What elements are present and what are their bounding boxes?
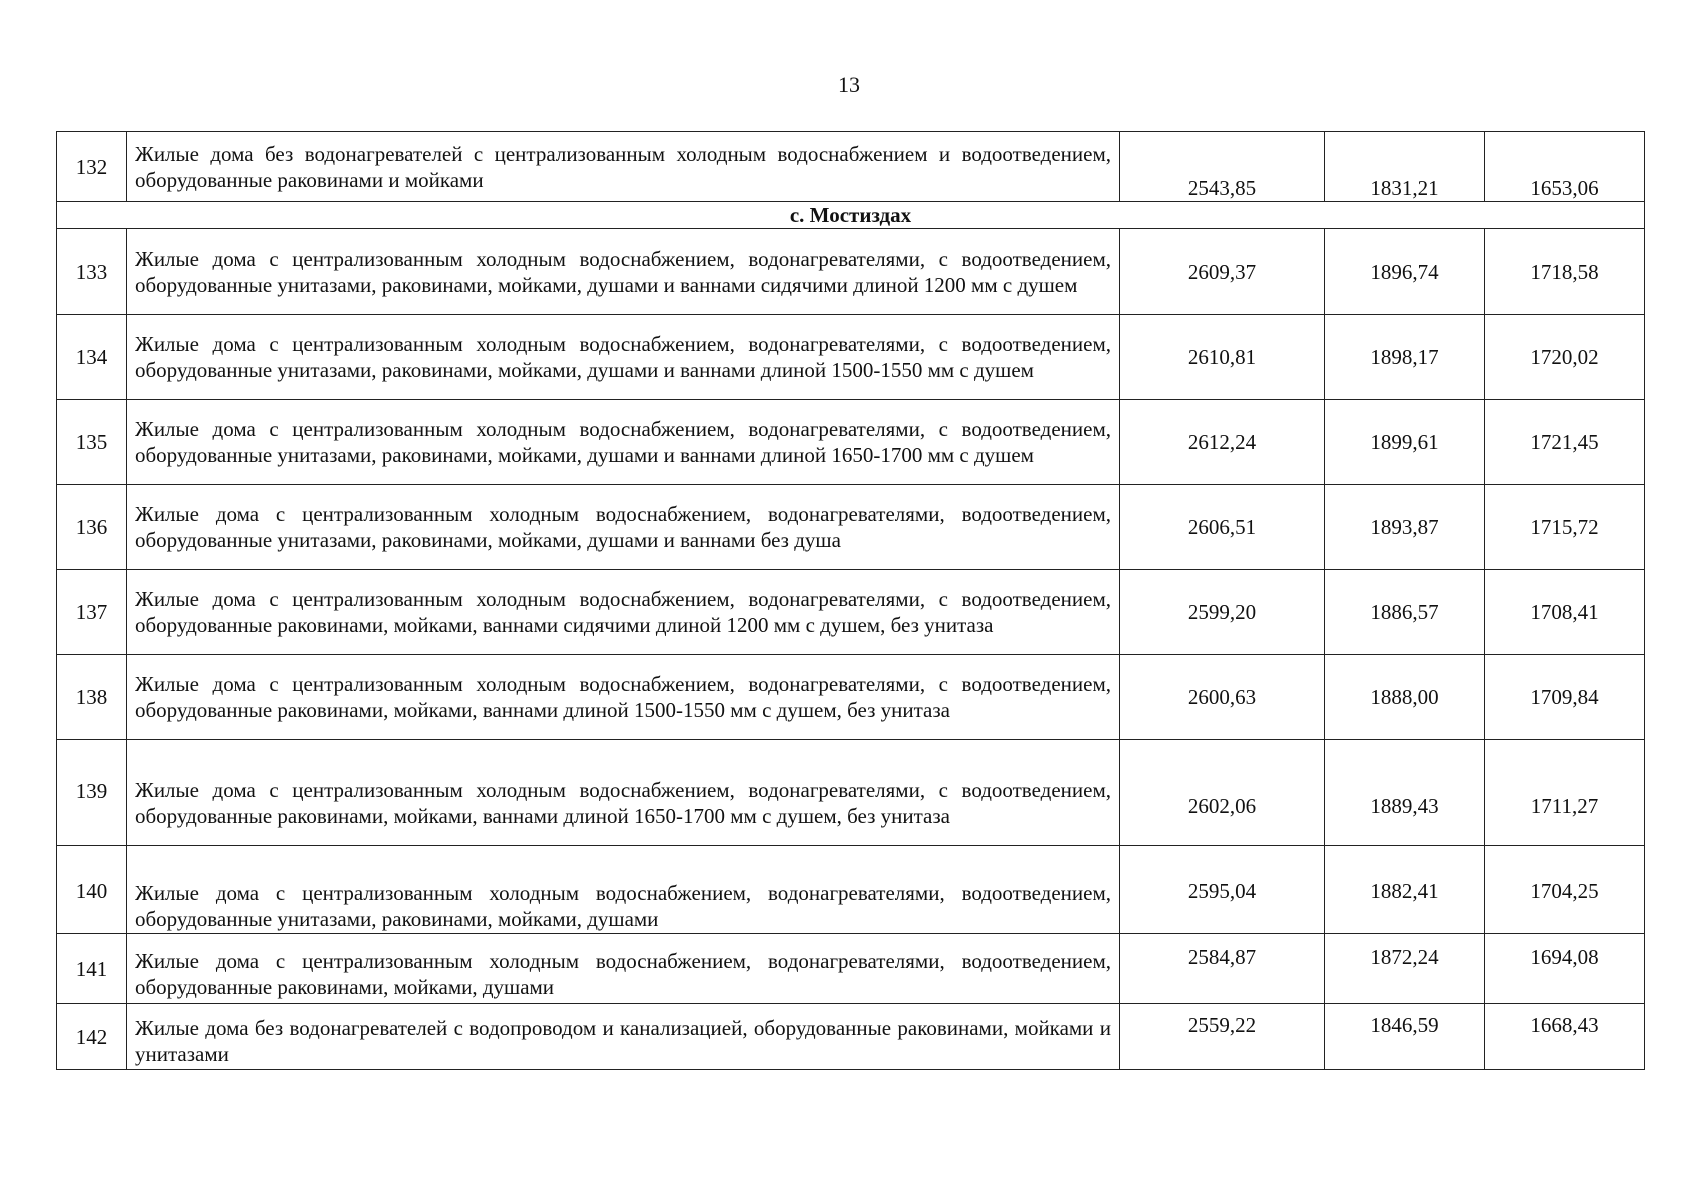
row-description: Жилые дома с централизованным холодным водоснабжением, водонагревателями, водоотведением, оборудованные унитазами, раковинами, мойками, душами и ваннами без душа — [127, 485, 1120, 570]
table-row — [57, 1004, 1645, 1070]
value-col-2: 1898,17 — [1325, 315, 1485, 400]
row-description: Жилые дома без водонагревателей с водопроводом и канализацией, оборудованные раковинами, мойками и унитазами — [127, 1004, 1120, 1070]
value-col-3: 1715,72 — [1485, 485, 1645, 570]
row-number: 142 — [57, 1004, 127, 1070]
value-col-2: 1893,87 — [1325, 485, 1485, 570]
value-col-2: 1889,43 — [1325, 740, 1485, 846]
table-row — [57, 740, 1645, 846]
value-col-1: 2610,81 — [1120, 315, 1325, 400]
page-number: 13 — [838, 72, 860, 97]
value-col-1: 2602,06 — [1120, 740, 1325, 846]
value-col-3: 1718,58 — [1485, 229, 1645, 315]
section-title: с. Мостиздах — [57, 202, 1645, 229]
value-col-3: 1704,25 — [1485, 846, 1645, 934]
table-row — [57, 846, 1645, 934]
row-number: 138 — [57, 655, 127, 740]
value-col-1: 2599,20 — [1120, 570, 1325, 655]
row-number: 139 — [57, 740, 127, 846]
row-description: Жилые дома с централизованным холодным водоснабжением, водонагревателями, с водоотведением, оборудованные унитазами, раковинами, мойками, душами и ваннами длиной 1650-1700 мм с душем — [127, 400, 1120, 485]
value-col-2: 1888,00 — [1325, 655, 1485, 740]
table-row — [57, 315, 1645, 400]
value-col-1: 2612,24 — [1120, 400, 1325, 485]
value-col-1: 2600,63 — [1120, 655, 1325, 740]
row-number: 132 — [57, 132, 127, 202]
value-col-1: 2609,37 — [1120, 229, 1325, 315]
value-col-1: 2543,85 — [1120, 132, 1325, 202]
value-col-2: 1899,61 — [1325, 400, 1485, 485]
value-col-1: 2584,87 — [1120, 934, 1325, 1004]
value-col-2: 1886,57 — [1325, 570, 1485, 655]
value-col-2: 1831,21 — [1325, 132, 1485, 202]
row-number: 135 — [57, 400, 127, 485]
row-number: 134 — [57, 315, 127, 400]
value-col-1: 2595,04 — [1120, 846, 1325, 934]
value-col-2: 1846,59 — [1325, 1004, 1485, 1070]
row-description: Жилые дома с централизованным холодным водоснабжением, водонагревателями, с водоотведением, оборудованные унитазами, раковинами, мойками, душами и ваннами длиной 1500-1550 мм с душем — [127, 315, 1120, 400]
value-col-1: 2559,22 — [1120, 1004, 1325, 1070]
value-col-2: 1882,41 — [1325, 846, 1485, 934]
row-number: 140 — [57, 846, 127, 934]
value-col-2: 1896,74 — [1325, 229, 1485, 315]
row-description: Жилые дома без водонагревателей с централизованным холодным водоснабжением и водоотведением, оборудованные раковинами и мойками — [127, 132, 1120, 202]
row-number: 133 — [57, 229, 127, 315]
row-description: Жилые дома с централизованным холодным водоснабжением, водонагревателями, с водоотведением, оборудованные унитазами, раковинами, мойками, душами и ваннами сидячими длиной 1200 мм с душем — [127, 229, 1120, 315]
table-row — [57, 485, 1645, 570]
table-row — [57, 229, 1645, 315]
section-header-row — [57, 202, 1645, 229]
value-col-1: 2606,51 — [1120, 485, 1325, 570]
row-number: 137 — [57, 570, 127, 655]
value-col-3: 1694,08 — [1485, 934, 1645, 1004]
value-col-3: 1653,06 — [1485, 132, 1645, 202]
tariff-table-body — [57, 132, 1645, 1070]
table-row — [57, 655, 1645, 740]
table-row — [57, 570, 1645, 655]
value-col-3: 1721,45 — [1485, 400, 1645, 485]
value-col-3: 1709,84 — [1485, 655, 1645, 740]
row-number: 136 — [57, 485, 127, 570]
tariff-table — [56, 131, 1645, 1070]
row-description: Жилые дома с централизованным холодным водоснабжением, водонагревателями, водоотведением, оборудованные унитазами, раковинами, мойками, душами — [127, 846, 1120, 934]
table-row — [57, 934, 1645, 1004]
value-col-3: 1720,02 — [1485, 315, 1645, 400]
row-description: Жилые дома с централизованным холодным водоснабжением, водонагревателями, с водоотведением, оборудованные раковинами, мойками, ваннами длиной 1650-1700 мм с душем, без унитаза — [127, 740, 1120, 846]
value-col-3: 1668,43 — [1485, 1004, 1645, 1070]
row-description: Жилые дома с централизованным холодным водоснабжением, водонагревателями, с водоотведением, оборудованные раковинами, мойками, ваннами длиной 1500-1550 мм с душем, без унитаза — [127, 655, 1120, 740]
value-col-3: 1708,41 — [1485, 570, 1645, 655]
value-col-3: 1711,27 — [1485, 740, 1645, 846]
value-col-2: 1872,24 — [1325, 934, 1485, 1004]
row-description: Жилые дома с централизованным холодным водоснабжением, водонагревателями, с водоотведением, оборудованные раковинами, мойками, ваннами сидячими длиной 1200 мм с душем, без унитаза — [127, 570, 1120, 655]
row-description: Жилые дома с централизованным холодным водоснабжением, водонагревателями, водоотведением, оборудованные раковинами, мойками, душами — [127, 934, 1120, 1004]
row-number: 141 — [57, 934, 127, 1004]
table-row — [57, 400, 1645, 485]
table-row — [57, 132, 1645, 202]
